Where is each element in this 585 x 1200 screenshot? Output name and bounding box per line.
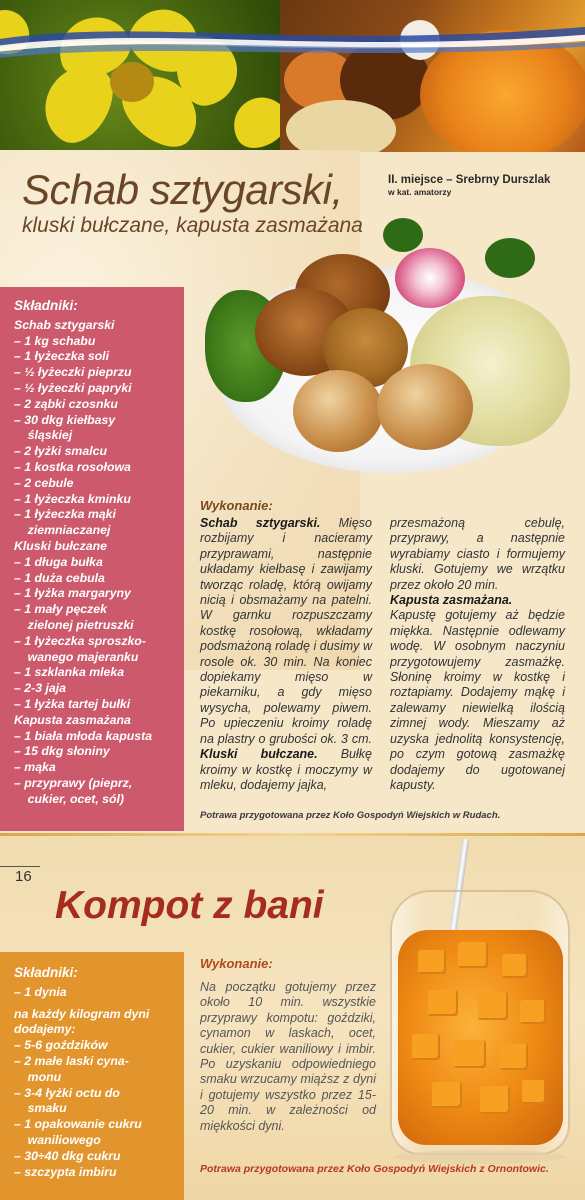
- award-category: w kat. amatorzy: [388, 187, 452, 197]
- ingredients-list: [14, 318, 184, 808]
- recipe-credit: Potrawa przygotowana przez Koło Gospodyń Wiejskich w Rudach.: [200, 810, 501, 821]
- ingredient-item: wanego majeranku: [14, 649, 139, 664]
- method-text: Bułkę kroimy w kostkę i moczymy w mleku, dodajemy jajka,: [200, 747, 372, 792]
- top-banner: [0, 0, 585, 152]
- method-heading: Kluski bułczane.: [200, 747, 318, 762]
- ingredient-item: – 30÷40 dkg cukru: [14, 1148, 121, 1163]
- ingredient-item: – 1 szklanka mleka: [14, 665, 125, 680]
- ingredient-item: Kapusta zasmażana: [14, 712, 131, 727]
- page-number-rule: [0, 866, 40, 867]
- ingredient-item: – mąka: [14, 760, 56, 775]
- ingredient-item: – 2 łyżki smalcu: [14, 444, 107, 459]
- ingredient-item: – 2 małe laski cyna-: [14, 1053, 129, 1068]
- ingredient-item: – 1 biała młoda kapusta: [14, 728, 153, 743]
- ingredient-item: – 5-6 goździków: [14, 1038, 108, 1053]
- ingredient-item: – 15 dkg słoniny: [14, 744, 110, 759]
- ingredient-item: – 30 dkg kiełbasy: [14, 412, 116, 427]
- recipe-title: Schab sztygarski,: [22, 166, 343, 213]
- recipe-subtitle: kluski bułczane, kapusta zasmażana: [22, 214, 363, 237]
- ingredient-item: – 1 łyżka margaryny: [14, 586, 131, 601]
- ingredient-item: dodajemy:: [14, 1022, 76, 1037]
- decorative-swoosh: [0, 14, 585, 60]
- ingredient-item: – ½ łyżeczki pieprzu: [14, 365, 132, 380]
- ingredient-item: – 1 łyżeczka sproszko-: [14, 633, 146, 648]
- ingredient-item: – 1 mały pęczek: [14, 602, 107, 617]
- dish-photo: [205, 218, 585, 478]
- ingredient-item: – 1 łyżeczka kminku: [14, 491, 131, 506]
- ingredient-item: cukier, ocet, sól): [14, 791, 125, 806]
- ingredient-item: – przyprawy (pieprz,: [14, 775, 133, 790]
- method-text: Na początku gotujemy przez około 10 min. wszystkie przyprawy kompotu: goździki, cynamon w laskach, ocet, cukier, cukier waniliowy i imbir. Po uzyskaniu odpowiedniego smaku wrzucamy miąższ z dyni i gotujemy wszystko przez 15-20 min. w zależności od miękkości dyni.: [200, 980, 376, 1133]
- ingredients-header: Składniki:: [14, 298, 78, 313]
- ingredient-item: waniliowego: [14, 1132, 101, 1147]
- ingredient-item: – 1 kg schabu: [14, 333, 96, 348]
- ingredient-item: – 1 łyżka tartej bułki: [14, 696, 131, 711]
- method-column-2: [390, 516, 565, 793]
- glass-base: [395, 1150, 565, 1164]
- method-text: przesmażoną cebulę, przyprawy, a następnie wyrabiamy ciasto i formujemy kluski. Gotujemy we wrzątku przez około 20 min.: [390, 516, 565, 592]
- ingredient-item: – 2 cebule: [14, 475, 74, 490]
- ingredient-item: smaku: [14, 1101, 67, 1116]
- ingredient-item: – 1 łyżeczka soli: [14, 349, 110, 364]
- recipe-credit: Potrawa przygotowana przez Koło Gospodyń Wiejskich z Ornontowic.: [200, 1163, 549, 1175]
- ingredient-item: – 3-4 łyżki octu do: [14, 1085, 120, 1100]
- ingredients-panel: [0, 287, 184, 831]
- ingredient-item: ziemniaczanej: [14, 523, 111, 538]
- ingredient-item: – 1 kostka rosołowa: [14, 459, 131, 474]
- award-label: II. miejsce – Srebrny Durszlak: [388, 174, 551, 186]
- method-heading: Kapusta zasmażana.: [390, 593, 513, 608]
- ingredient-item: śląskiej: [14, 428, 73, 443]
- ingredients-list: [14, 985, 184, 1181]
- ingredient-item: monu: [14, 1069, 62, 1084]
- ingredient-item: zielonej pietruszki: [14, 617, 134, 632]
- compote-photo: [398, 930, 563, 1145]
- ingredients-header: Składniki:: [14, 965, 78, 980]
- ingredient-item: – 1 dynia: [14, 984, 67, 999]
- ingredient-item: – 1 duża cebula: [14, 570, 105, 585]
- method-column-1: [200, 516, 372, 793]
- method-text: Mięso rozbijamy i nacieramy przyprawami, następnie układamy kiełbasę i zawijamy tworząc roladę, którą owijamy nicią i obsmażamy na patelni. W garnku rozpuszczamy kostkę rosołową, wkładamy podsmażoną roladę i dusimy w rosole ok. 30 min. Na koniec dopiekamy mięso w piekarniku, a gdy mięso wysycha, polewamy piwem. Po upieczeniu kroimy roladę na plastry o grubości ok. 3 cm.: [200, 516, 372, 746]
- method-label: Wykonanie:: [200, 956, 273, 971]
- ingredient-item: – 1 opakowanie cukru: [14, 1117, 142, 1132]
- ingredient-item: na każdy kilogram dyni: [14, 1006, 150, 1021]
- ingredient-item: – 1 długa bułka: [14, 554, 103, 569]
- ingredient-item: Kluski bułczane: [14, 538, 107, 553]
- page-number: 16: [15, 868, 32, 885]
- ingredient-item: Schab sztygarski: [14, 317, 115, 332]
- ingredients-panel-2: [0, 952, 184, 1200]
- method-text: Kapustę gotujemy aż będzie miękka. Następnie odlewamy wodę. W osobnym naczyniu przygotowujemy zasmażkę. Słoninę kroimy w kostkę i roztapiamy. Dodajemy mąkę i zalewamy niewielką ilością zimnej wody. Mieszamy aż uzyska jednolitą konsystencję, po czym gotową zasmażkę dodajemy do ugotowanej kapusty.: [390, 608, 565, 792]
- ingredient-item: – 1 łyżeczka mąki: [14, 507, 116, 522]
- ingredient-item: – 2-3 jaja: [14, 681, 66, 696]
- method-label: Wykonanie:: [200, 498, 273, 513]
- ingredient-item: – 2 ząbki czosnku: [14, 396, 118, 411]
- recipe2-title: Kompot z bani: [55, 884, 324, 927]
- method-heading: Schab sztygarski.: [200, 516, 321, 530]
- ingredient-item: – ½ łyżeczki papryki: [14, 380, 132, 395]
- ingredient-item: – szczypta imbiru: [14, 1164, 117, 1179]
